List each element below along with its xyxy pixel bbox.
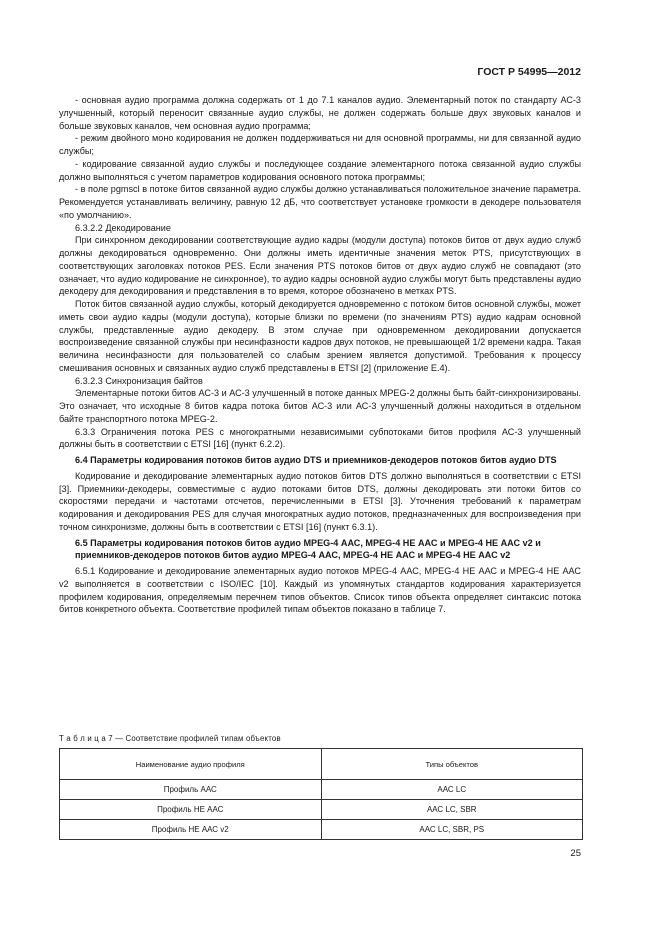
profiles-table — [59, 748, 583, 840]
paragraph: При синхронном декодировании соответствующие аудио кадры (модули доступа) потоков битов от двух аудио служб должны декодироваться одновременно. Они должны иметь идентичные значения меток PTS, присутствующих в соответствующих заголовках потоков PES. Если значения PTS потоков битов от двух аудио служб не совпадают (это означает, что аудио кодирование не синхронное), то аудио кадры основной аудио службы могут быть представлены аудио декодеру для декодирования и представления в то время, которое обозначено в метках PTS. — [59, 235, 581, 297]
table-cell: ААС LC, SBR — [321, 800, 583, 820]
page-number: 25 — [570, 848, 581, 859]
paragraph: Поток битов связанной аудио службы, который декодируется одновременно с потоком битов основной службы, может иметь свои аудио кадры (модули доступа), которые близки по времени (по значениям PTS) аудио кадрам основной службы, представленные аудио декодеру. В этом случае при одновременном декодировании допускается воспроизведение связанной службы при несинфазности кадров двух потоков, не превышающей 1/2 времени кадра. Такая величина несинфазности для пользователей со слабым зрением является допустимой. Требования к процессу смешивания основных и связанных аудио служб представлены в ETSI [2] (приложение Е.4). — [59, 299, 581, 373]
table-cell: ААС LC — [321, 780, 583, 800]
table-header-cell: Типы объектов — [321, 749, 583, 780]
paragraph: - основная аудио программа должна содержать от 1 до 7.1 каналов аудио. Элементарный поток по стандарту АС-3 улучшенный, который переносит связанные аудио службы, не должен содержать больше двух звуковых каналов и больше звуковых каналов, чем основная аудио программа; — [59, 95, 581, 131]
table-header-row — [60, 749, 583, 780]
subsection-title: 6.3.2.3 Синхронизация байтов — [75, 375, 203, 386]
table-row — [60, 780, 583, 800]
table-cell: ААС LC, SBR, PS — [321, 820, 583, 840]
section-heading-6-4: 6.4 Параметры кодирования потоков битов аудио DTS и приемников-декодеров потоков битов аудио DTS — [75, 455, 557, 465]
paragraph: Элементарные потоки битов АС-3 и АС-3 улучшенный в потоке данных MPEG-2 должны быть байт-синхронизированы. Это означает, что исходные 8 битов кадра потока битов АС-3 или АС-3 улучшенный должны находиться в отдельном байте транспортного потока MPEG-2. — [59, 388, 581, 424]
table-row — [60, 820, 583, 840]
standard-header: ГОСТ Р 54995—2012 — [477, 66, 581, 78]
table-cell: Профиль НЕ ААС — [60, 800, 322, 820]
paragraph: 6.3.3 Ограничения потока PES с многократными независимыми субпотоками битов профиля АС-3 улучшенный должны быть в соответствии с ETSI [16] (пункт 6.2.2). — [59, 426, 581, 450]
table-row — [60, 800, 583, 820]
subsection-title: 6.3.2.2 Декодирование — [75, 222, 171, 233]
paragraph: - в поле pgmscl в потоке битов связанной аудио службы должно устанавливаться положительное значение параметра. Рекомендуется устанавливать величину, равную 12 дБ, что соответствует установке громкости в декодере пользователя «по умолчанию». — [59, 184, 581, 220]
table-cell: Профиль ААС — [60, 780, 322, 800]
table-caption: Т а б л и ц а 7 — Соответствие профилей типам объектов — [59, 734, 281, 743]
paragraph: 6.5.1 Кодирование и декодирование элементарных аудио потоков MPEG-4 ААС, MPEG-4 НЕ ААС и MPEG-4 НЕ ААС v2 выполняется в соответствии с ISO/IEC [10]. Каждый из упомянутых стандартов кодирования характеризуется профилем кодирования, определяемым перечнем типов объектов. Список типов объекта определяет синтаксис потока битов конкретного объекта. Соответствие профилей типам объектов показано в таблице 7. — [59, 566, 581, 615]
body-text — [59, 94, 581, 616]
table-cell: Профиль НЕ ААС v2 — [60, 820, 322, 840]
section-heading-6-5: 6.5 Параметры кодирования потоков битов аудио MPEG-4 ААС, MPEG-4 НЕ ААС и MPEG-4 НЕ ААС v2 и приемников-декодеров потоков битов аудио MPEG-4 ААС, MPEG-4 НЕ ААС и MPEG-4 НЕ ААС v2 — [75, 537, 541, 561]
paragraph: Кодирование и декодирование элементарных аудио потоков битов DTS должно выполняться в соответствии с ETSI [3]. Приемники-декодеры, совместимые с аудио потоками битов DTS, должны декодировать эти потоки битов со скоростями передачи и частотами отсчетов, перечисленными в ETSI [3]. Уточнения требований к параметрам кодирования и декодирования PES для случая многократных аудио потоков, предназначенных для воспроизведения при точном синхронизме, должны быть в соответствии с ETSI [16] (пункт 6.3.1). — [59, 470, 581, 532]
table-header-cell: Наименование аудио профиля — [60, 749, 322, 780]
paragraph: - режим двойного моно кодирования не должен поддерживаться ни для основной программы, ни для связанной аудио службы; — [59, 133, 581, 156]
paragraph: - кодирование связанной аудио службы и последующее создание элементарного потока связанной аудио службы должно выполняться с учетом параметров кодирования основного потока программы; — [59, 158, 581, 182]
